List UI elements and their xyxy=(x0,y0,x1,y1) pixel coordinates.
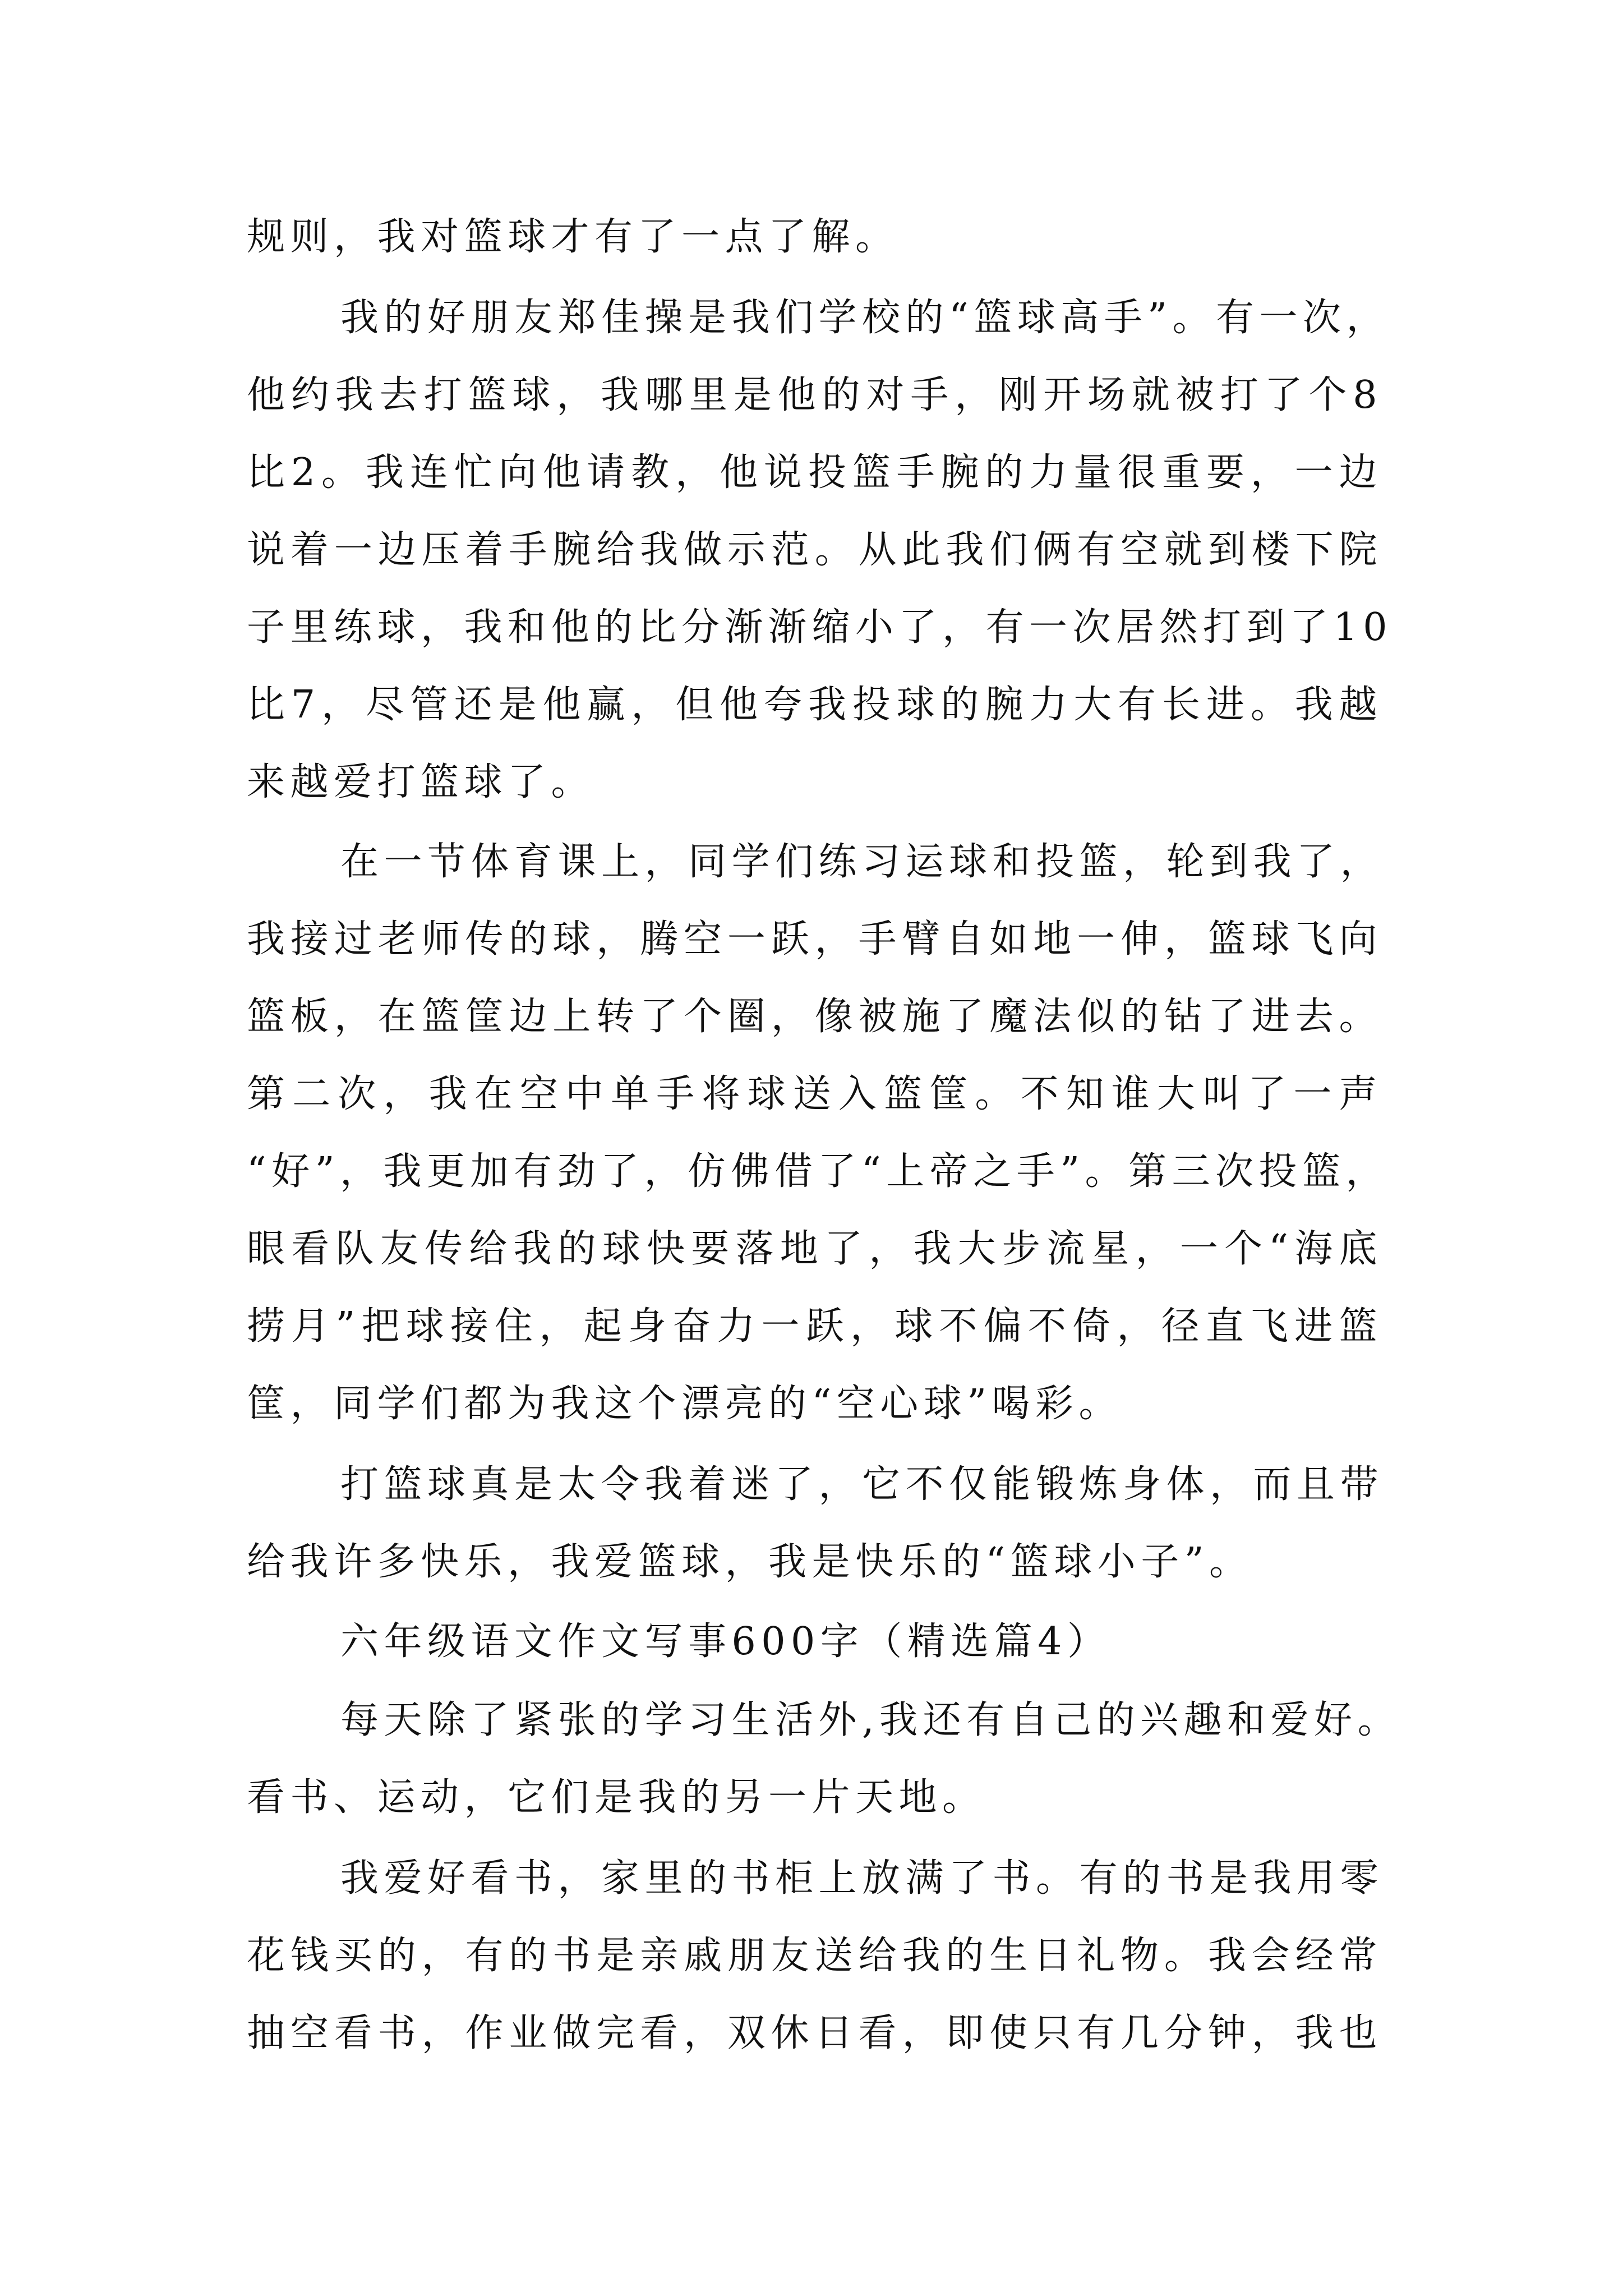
paragraph-4-line-1: 每天除了紧张的学习生活外,我还有自己的兴趣和爱好。 xyxy=(340,1698,1401,1742)
paragraph-2-line-3: 篮板，在篮筐边上转了个圈，像被施了魔法似的钻了进去。 xyxy=(247,995,1382,1039)
paragraph-1-line-7: 来越爱打篮球了。 xyxy=(247,760,595,804)
paragraph-5-line-3: 抽空看书，作业做完看，双休日看，即使只有几分钟，我也 xyxy=(247,2011,1382,2055)
paragraph-1-line-1: 我的好朋友郑佳操是我们学校的“篮球高手”。有一次， xyxy=(340,296,1390,340)
section-title: 六年级语文作文写事600字（精选篇4） xyxy=(340,1619,1111,1664)
paragraph-5-line-1: 我爱好看书，家里的书柜上放满了书。有的书是我用零 xyxy=(340,1856,1384,1901)
paragraph-2-line-6: 眼看队友传给我的球快要落地了，我大步流星，一个“海底 xyxy=(247,1227,1382,1271)
paragraph-1-line-4: 说着一边压着手腕给我做示范。从此我们俩有空就到楼下院 xyxy=(247,528,1382,572)
paragraph-1-line-3: 比2。我连忙向他请教，他说投篮手腕的力量很重要，一边 xyxy=(247,450,1382,495)
paragraph-1-line-2: 他约我去打篮球，我哪里是他的对手，刚开场就被打了个8 xyxy=(247,373,1382,417)
paragraph-2-line-8: 筐，同学们都为我这个漂亮的“空心球”喝彩。 xyxy=(247,1382,1123,1426)
paragraph-4-line-2: 看书、运动，它们是我的另一片天地。 xyxy=(247,1775,986,1820)
paragraph-5-line-2: 花钱买的，有的书是亲戚朋友送给我的生日礼物。我会经常 xyxy=(247,1934,1382,1978)
paragraph-2-line-7: 捞月”把球接住，起身奋力一跃，球不偏不倚，径直飞进篮 xyxy=(247,1304,1382,1349)
paragraph-3-line-2: 给我许多快乐，我爱篮球，我是快乐的“篮球小子”。 xyxy=(247,1540,1253,1584)
paragraph-2-line-2: 我接过老师传的球，腾空一跃，手臂自如地一伸，篮球飞向 xyxy=(247,917,1382,961)
paragraph-3-line-1: 打篮球真是太令我着迷了，它不仅能锻炼身体，而且带 xyxy=(340,1462,1384,1507)
paragraph-2-line-1: 在一节体育课上，同学们练习运球和投篮，轮到我了， xyxy=(340,840,1384,884)
text-line-1: 规则，我对篮球才有了一点了解。 xyxy=(247,215,899,259)
paragraph-2-line-4: 第二次，我在空中单手将球送入篮筐。不知谁大叫了一声 xyxy=(247,1072,1382,1116)
paragraph-2-line-5: “好”，我更加有劲了，仿佛借了“上帝之手”。第三次投篮， xyxy=(247,1149,1390,1194)
paragraph-1-line-6: 比7，尽管还是他赢，但他夸我投球的腕力大有长进。我越 xyxy=(247,683,1382,727)
paragraph-1-line-5: 子里练球，我和他的比分渐渐缩小了，有一次居然打到了10 xyxy=(247,605,1393,650)
